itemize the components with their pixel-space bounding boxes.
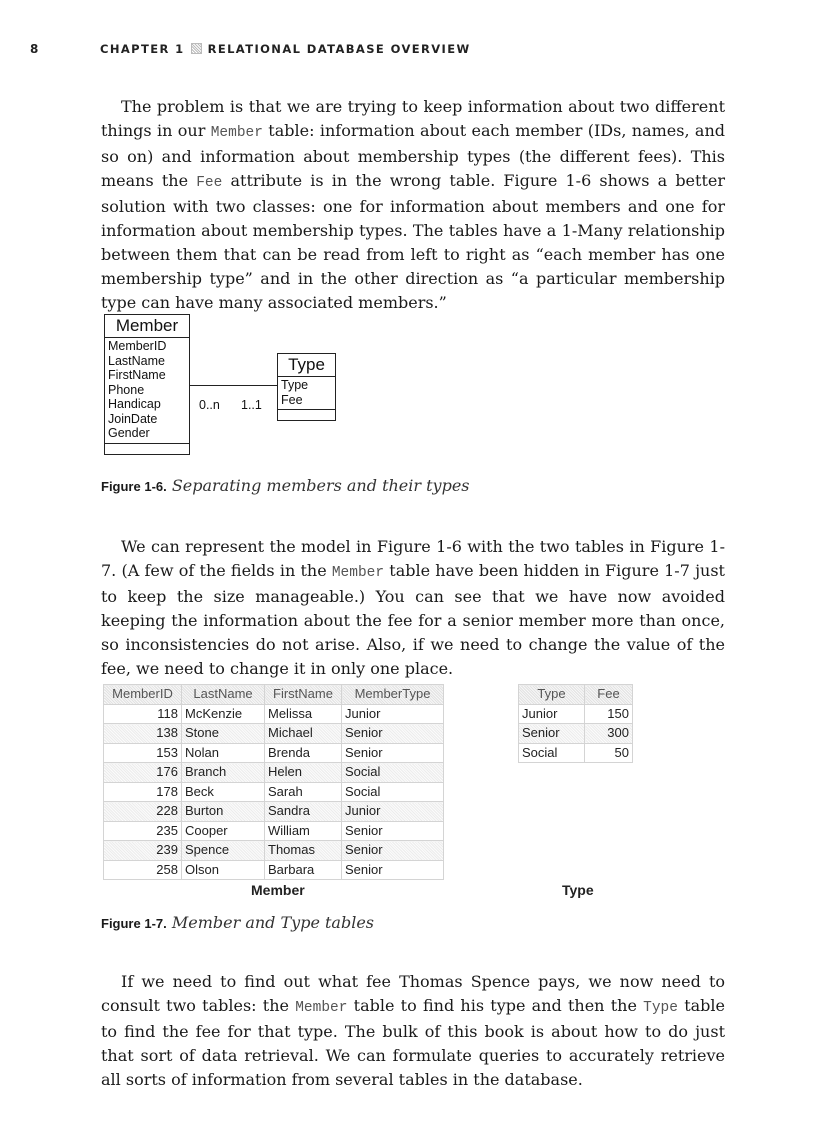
uml-attribute: Phone: [108, 382, 145, 397]
table-cell: Senior: [342, 860, 444, 880]
table-row: [104, 841, 444, 861]
table-cell: Social: [519, 743, 585, 763]
uml-attribute: Fee: [281, 392, 303, 407]
column-header: Fee: [585, 685, 633, 705]
type-table: [518, 684, 633, 763]
uml-attribute: Handicap: [108, 397, 161, 411]
association-line: [189, 385, 277, 386]
column-header: LastName: [182, 685, 265, 705]
figure-1-7-caption: [101, 913, 374, 932]
figure-1-6-caption: [101, 476, 470, 495]
caption-text: Separating members and their types: [171, 476, 470, 495]
table-cell: Nolan: [182, 743, 265, 763]
table-cell: Senior: [342, 743, 444, 763]
table-cell: McKenzie: [182, 704, 265, 724]
chapter-title: RELATIONAL DATABASE OVERVIEW: [207, 42, 471, 56]
column-header: MemberType: [342, 685, 444, 705]
body-paragraph-3: If we need to find out what fee Thomas Spence pays, we now need to consult two tables: the Member table to find his type and then the Type table to find the fee for that type. The bulk of this book is about how to do just that sort of data retrieval. We can formulate queries to accurately retrieve all sorts of information from several tables in the database.: [101, 972, 725, 1089]
uml-class-title: Member: [105, 315, 189, 338]
table-cell: Junior: [519, 704, 585, 724]
table-cell: 176: [104, 763, 182, 783]
table-cell: Sarah: [265, 782, 342, 802]
table-cell: Branch: [182, 763, 265, 783]
table-cell: Spence: [182, 841, 265, 861]
table-row: [104, 763, 444, 783]
table-row: [104, 821, 444, 841]
uml-operations-section: [105, 444, 189, 454]
table-row: [104, 802, 444, 822]
multiplicity-member: 0..n: [199, 398, 220, 412]
code-fee: Fee: [196, 175, 223, 191]
uml-attribute: MemberID: [108, 339, 167, 353]
code-member: Member: [295, 1000, 348, 1016]
code-type: Type: [643, 1000, 678, 1016]
uml-attribute-list: [278, 377, 335, 410]
table-row: [519, 704, 633, 724]
table-cell: 178: [104, 782, 182, 802]
table-cell: 50: [585, 743, 633, 763]
table-cell: Barbara: [265, 860, 342, 880]
uml-operations-section: [278, 410, 335, 420]
code-member: Member: [331, 565, 385, 581]
type-table-label: Type: [562, 882, 594, 898]
uml-attribute: Type: [281, 378, 309, 392]
table-cell: 118: [104, 704, 182, 724]
table-cell: 228: [104, 802, 182, 822]
table-row: [104, 724, 444, 744]
uml-attribute: LastName: [108, 353, 165, 368]
table-cell: Thomas: [265, 841, 342, 861]
multiplicity-type: 1..1: [241, 398, 262, 412]
caption-label: Figure 1-7.: [101, 916, 167, 931]
square-bullet-icon: [191, 43, 202, 54]
page-number: 8: [30, 42, 39, 56]
table-cell: Olson: [182, 860, 265, 880]
table-cell: William: [265, 821, 342, 841]
table-row: [519, 743, 633, 763]
uml-class-type: [277, 353, 336, 421]
column-header: MemberID: [104, 685, 182, 705]
caption-label: Figure 1-6.: [101, 479, 167, 494]
chapter-label: CHAPTER 1: [100, 42, 185, 56]
table-cell: Sandra: [265, 802, 342, 822]
table-cell: Helen: [265, 763, 342, 783]
table-row: [519, 724, 633, 744]
table-cell: Beck: [182, 782, 265, 802]
table-cell: Senior: [342, 841, 444, 861]
table-row: [104, 860, 444, 880]
table-cell: 235: [104, 821, 182, 841]
table-cell: 300: [585, 724, 633, 744]
table-cell: Cooper: [182, 821, 265, 841]
uml-attribute: JoinDate: [108, 411, 158, 426]
table-cell: Junior: [342, 802, 444, 822]
body-paragraph-2: We can represent the model in Figure 1-6 with the two tables in Figure 1-7. (A few of the fields in the Member table have been hidden in Figure 1-7 just to keep the size manageable.) You can see that we have now avoided keeping the information about the fee for a senior member more than once, so inconsistencies do not arise. Also, if we need to change the value of the fee, we need to change it in only one place.: [101, 537, 725, 678]
table-row: [104, 704, 444, 724]
table-cell: Michael: [265, 724, 342, 744]
table-cell: 239: [104, 841, 182, 861]
table-cell: Senior: [519, 724, 585, 744]
table-cell: 138: [104, 724, 182, 744]
table-row: [104, 782, 444, 802]
member-table: [103, 684, 444, 880]
code-member: Member: [210, 125, 263, 141]
table-cell: Melissa: [265, 704, 342, 724]
uml-class-title: Type: [278, 354, 335, 377]
table-cell: Social: [342, 782, 444, 802]
table-row: [104, 743, 444, 763]
table-cell: Junior: [342, 704, 444, 724]
chapter-heading: [100, 42, 471, 56]
column-header: FirstName: [265, 685, 342, 705]
table-cell: Stone: [182, 724, 265, 744]
table-cell: Social: [342, 763, 444, 783]
table-cell: Senior: [342, 821, 444, 841]
caption-text: Member and Type tables: [171, 913, 374, 932]
body-paragraph-1: The problem is that we are trying to keep information about two different things in our Member table: information about each member (IDs, names, and so on) and information about membership types (the different fees). This means the Fee attribute is in the wrong table. Figure 1-6 shows a better solution with two classes: one for information about members and one for information about membership types. The tables have a 1-Many relationship between them that can be read from left to right as “each member has one membership type” and in the other direction as “a particular membership type can have many associated members.”: [101, 97, 726, 312]
column-header: Type: [519, 685, 585, 705]
uml-class-member: [104, 314, 190, 455]
uml-attribute-list: [105, 338, 189, 444]
table-cell: Senior: [342, 724, 444, 744]
table-cell: Brenda: [265, 743, 342, 763]
table-cell: 258: [104, 860, 182, 880]
table-cell: Burton: [182, 802, 265, 822]
member-table-label: Member: [251, 882, 305, 898]
table-cell: 150: [585, 704, 633, 724]
uml-attribute: Gender: [108, 426, 150, 440]
table-cell: 153: [104, 743, 182, 763]
uml-attribute: FirstName: [108, 368, 166, 382]
